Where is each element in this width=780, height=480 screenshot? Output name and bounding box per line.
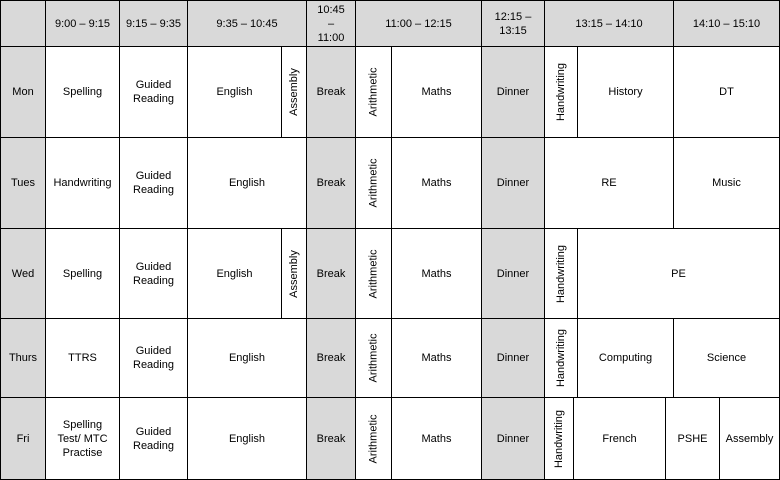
tues-slot-2: Guided Reading [119, 137, 188, 229]
mon-handwriting: Handwriting [544, 46, 578, 138]
tues-slot-7: RE [544, 137, 674, 229]
time-header-6: 12:15 – 13:15 [481, 0, 545, 47]
mon-slot-1: Spelling [45, 46, 120, 138]
time-header-8: 14:10 – 15:10 [673, 0, 780, 47]
fri-slot-3: English [187, 397, 307, 480]
thurs-break: Break [306, 318, 356, 398]
fri-break: Break [306, 397, 356, 480]
time-header-3: 9:35 – 10:45 [187, 0, 307, 47]
mon-arithmetic: Arithmetic [355, 46, 392, 138]
tues-slot-8: Music [673, 137, 780, 229]
mon-break: Break [306, 46, 356, 138]
wed-slot-3: English [187, 228, 282, 319]
wed-arithmetic: Arithmetic [355, 228, 392, 319]
time-header-2: 9:15 – 9:35 [119, 0, 188, 47]
wed-assembly: Assembly [281, 228, 307, 319]
wed-slot-2: Guided Reading [119, 228, 188, 319]
wed-slot-1: Spelling [45, 228, 120, 319]
thurs-slot-1: TTRS [45, 318, 120, 398]
time-header-1: 9:00 – 9:15 [45, 0, 120, 47]
fri-slot-1: Spelling Test/ MTC Practise [45, 397, 120, 480]
tues-slot-1: Handwriting [45, 137, 120, 229]
mon-slot-3: English [187, 46, 282, 138]
thurs-dinner: Dinner [481, 318, 545, 398]
fri-maths: Maths [391, 397, 482, 480]
fri-arithmetic: Arithmetic [355, 397, 392, 480]
time-header-7: 13:15 – 14:10 [544, 0, 674, 47]
fri-dinner: Dinner [481, 397, 545, 480]
wed-break: Break [306, 228, 356, 319]
day-label-tues: Tues [0, 137, 46, 229]
fri-pshe: PSHE [665, 397, 720, 480]
day-label-thurs: Thurs [0, 318, 46, 398]
thurs-maths: Maths [391, 318, 482, 398]
wed-slot-7-8: PE [577, 228, 780, 319]
day-label-wed: Wed [0, 228, 46, 319]
mon-slot-8: DT [673, 46, 780, 138]
time-header-4: 10:45 – 11:00 [306, 0, 356, 47]
tues-break: Break [306, 137, 356, 229]
wed-handwriting: Handwriting [544, 228, 578, 319]
mon-maths: Maths [391, 46, 482, 138]
wed-maths: Maths [391, 228, 482, 319]
tues-maths: Maths [391, 137, 482, 229]
thurs-slot-2: Guided Reading [119, 318, 188, 398]
mon-slot-7: History [577, 46, 674, 138]
fri-french: French [573, 397, 666, 480]
thurs-slot-8: Science [673, 318, 780, 398]
fri-assembly: Assembly [719, 397, 780, 480]
day-label-fri: Fri [0, 397, 46, 480]
fri-handwriting: Handwriting [544, 397, 574, 480]
tues-dinner: Dinner [481, 137, 545, 229]
time-header-5: 11:00 – 12:15 [355, 0, 482, 47]
thurs-handwriting: Handwriting [544, 318, 578, 398]
thurs-slot-3: English [187, 318, 307, 398]
thurs-arithmetic: Arithmetic [355, 318, 392, 398]
wed-dinner: Dinner [481, 228, 545, 319]
thurs-slot-7: Computing [577, 318, 674, 398]
tues-arithmetic: Arithmetic [355, 137, 392, 229]
mon-slot-2: Guided Reading [119, 46, 188, 138]
mon-assembly: Assembly [281, 46, 307, 138]
day-label-mon: Mon [0, 46, 46, 138]
corner-cell [0, 0, 46, 47]
tues-slot-3: English [187, 137, 307, 229]
fri-slot-2: Guided Reading [119, 397, 188, 480]
mon-dinner: Dinner [481, 46, 545, 138]
